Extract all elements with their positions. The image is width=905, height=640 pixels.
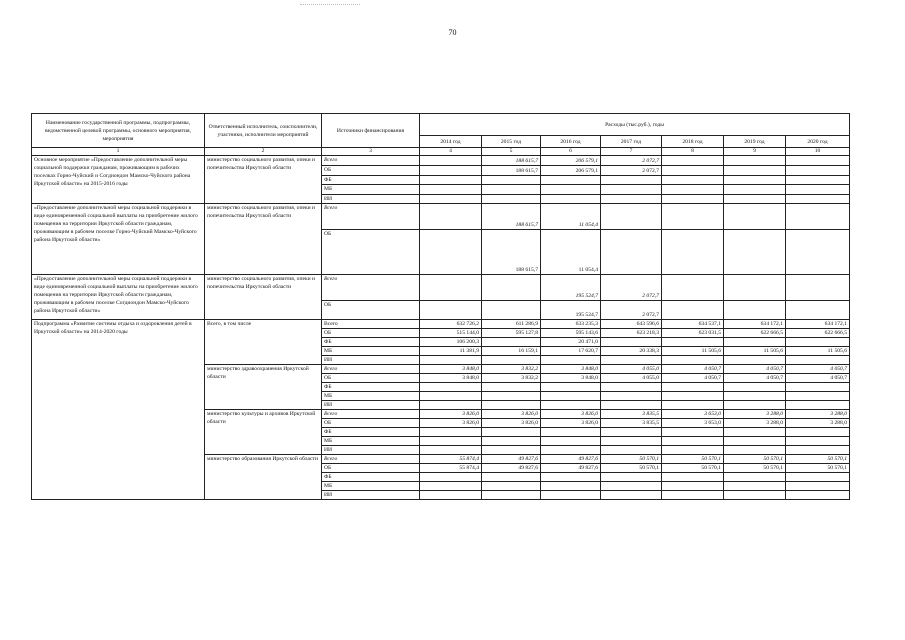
amount-cell xyxy=(482,437,541,446)
amount-cell xyxy=(724,437,786,446)
header-responsible: Ответственный исполнитель, соисполнители, участники, исполнители мероприятий xyxy=(205,114,322,148)
amount-cell xyxy=(601,437,662,446)
amount-cell xyxy=(541,482,601,491)
funding-source-cell: ИИ xyxy=(322,195,420,204)
funding-source-cell: ФБ xyxy=(322,383,420,392)
header-year: 2019 год xyxy=(724,136,786,148)
amount-cell xyxy=(420,301,482,320)
amount-cell xyxy=(662,446,724,455)
amount-cell xyxy=(662,230,724,275)
column-index: 7 xyxy=(601,148,662,156)
amount-cell: 634 537,1 xyxy=(662,320,724,329)
amount-cell xyxy=(420,195,482,204)
funding-source-cell: ФБ xyxy=(322,338,420,347)
amount-cell xyxy=(541,195,601,204)
amount-cell xyxy=(541,176,601,185)
amount-cell xyxy=(482,473,541,482)
amount-cell: 623 218,3 xyxy=(601,329,662,338)
amount-cell xyxy=(786,156,850,166)
funding-source-cell: МБ xyxy=(322,185,420,195)
amount-cell xyxy=(482,401,541,410)
amount-cell: 195 524,7 xyxy=(541,275,601,301)
amount-cell: 3 826,0 xyxy=(541,410,601,419)
amount-cell xyxy=(662,491,724,500)
column-index: 6 xyxy=(541,148,601,156)
amount-cell xyxy=(601,383,662,392)
amount-cell xyxy=(601,428,662,437)
funding-source-cell: ОБ xyxy=(322,166,420,176)
amount-cell: 49 827,6 xyxy=(482,455,541,464)
amount-cell: 50 570,1 xyxy=(662,464,724,473)
amount-cell xyxy=(541,437,601,446)
funding-source-cell: ОБ xyxy=(322,374,420,383)
responsible-cell: Всего, в том числе xyxy=(205,320,322,365)
amount-cell xyxy=(786,356,850,365)
amount-cell xyxy=(662,338,724,347)
funding-source-cell: МБ xyxy=(322,482,420,491)
amount-cell xyxy=(724,401,786,410)
header-year: 2015 год xyxy=(482,136,541,148)
amount-cell: 633 235,3 xyxy=(541,320,601,329)
amount-cell xyxy=(482,301,541,320)
amount-cell: 634 172,1 xyxy=(724,320,786,329)
amount-cell xyxy=(786,482,850,491)
amount-cell xyxy=(541,401,601,410)
amount-cell: 3 826,0 xyxy=(541,419,601,428)
amount-cell xyxy=(786,185,850,195)
program-name-cell: Подпрограмма «Развитие системы отдыха и оздоровления детей в Иркутской области» на 2014-2020 годы xyxy=(32,320,205,500)
amount-cell: 188 615,7 xyxy=(482,204,541,230)
amount-cell: 3 835,5 xyxy=(601,419,662,428)
table-row xyxy=(32,320,850,329)
amount-cell: 50 570,1 xyxy=(724,455,786,464)
amount-cell xyxy=(662,176,724,185)
amount-cell: 11 054,4 xyxy=(541,204,601,230)
amount-cell xyxy=(662,301,724,320)
amount-cell: 3 826,0 xyxy=(420,419,482,428)
amount-cell: 3 288,0 xyxy=(724,410,786,419)
amount-cell xyxy=(482,428,541,437)
amount-cell xyxy=(482,446,541,455)
amount-cell xyxy=(541,446,601,455)
amount-cell xyxy=(662,473,724,482)
amount-cell: 206 579,1 xyxy=(541,166,601,176)
amount-cell xyxy=(482,185,541,195)
amount-cell xyxy=(662,275,724,301)
amount-cell xyxy=(482,482,541,491)
funding-source-cell: ОБ xyxy=(322,329,420,338)
amount-cell xyxy=(662,166,724,176)
amount-cell: 50 570,1 xyxy=(724,464,786,473)
amount-cell: 11 381,9 xyxy=(420,347,482,356)
amount-cell xyxy=(724,356,786,365)
amount-cell: 11 505,6 xyxy=(662,347,724,356)
amount-cell xyxy=(601,195,662,204)
amount-cell xyxy=(724,204,786,230)
amount-cell xyxy=(786,428,850,437)
amount-cell xyxy=(482,392,541,401)
funding-source-cell: ОБ xyxy=(322,301,420,320)
amount-cell xyxy=(541,356,601,365)
amount-cell xyxy=(541,473,601,482)
amount-cell: 623 031,5 xyxy=(662,329,724,338)
amount-cell: 4 050,7 xyxy=(786,374,850,383)
amount-cell: 49 827,6 xyxy=(541,464,601,473)
amount-cell xyxy=(482,338,541,347)
amount-cell xyxy=(420,491,482,500)
amount-cell xyxy=(541,185,601,195)
amount-cell: 188 615,7 xyxy=(482,230,541,275)
amount-cell: 4 055,0 xyxy=(601,374,662,383)
amount-cell xyxy=(724,473,786,482)
amount-cell xyxy=(786,473,850,482)
amount-cell xyxy=(786,338,850,347)
amount-cell xyxy=(420,230,482,275)
amount-cell xyxy=(482,275,541,301)
responsible-cell: министерство здравоохранения Иркутской области xyxy=(205,365,322,410)
amount-cell xyxy=(420,185,482,195)
funding-source-cell: Всего xyxy=(322,156,420,166)
amount-cell xyxy=(724,482,786,491)
amount-cell xyxy=(482,356,541,365)
amount-cell: 11 054,4 xyxy=(541,230,601,275)
amount-cell xyxy=(662,383,724,392)
amount-cell xyxy=(601,401,662,410)
amount-cell xyxy=(482,176,541,185)
amount-cell xyxy=(724,301,786,320)
amount-cell: 50 570,1 xyxy=(786,464,850,473)
amount-cell xyxy=(786,401,850,410)
amount-cell: 2 072,7 xyxy=(601,156,662,166)
amount-cell xyxy=(420,166,482,176)
responsible-cell: министерство социального развития, опеки и попечительства Иркутской области xyxy=(205,204,322,275)
amount-cell: 16 159,1 xyxy=(482,347,541,356)
funding-source-cell: ОБ xyxy=(322,230,420,275)
amount-cell xyxy=(724,176,786,185)
amount-cell xyxy=(724,275,786,301)
amount-cell xyxy=(420,473,482,482)
amount-cell: 106 200,3 xyxy=(420,338,482,347)
amount-cell xyxy=(662,204,724,230)
funding-source-cell: Всего xyxy=(322,275,420,301)
amount-cell xyxy=(601,185,662,195)
amount-cell: 206 579,1 xyxy=(541,156,601,166)
amount-cell xyxy=(786,392,850,401)
amount-cell xyxy=(420,156,482,166)
amount-cell xyxy=(420,437,482,446)
amount-cell: 3 288,0 xyxy=(786,419,850,428)
amount-cell xyxy=(601,446,662,455)
amount-cell xyxy=(662,195,724,204)
amount-cell: 622 666,5 xyxy=(724,329,786,338)
header-year: 2020 год xyxy=(786,136,850,148)
amount-cell: 3 848,0 xyxy=(420,374,482,383)
table-row xyxy=(32,156,850,166)
amount-cell xyxy=(420,446,482,455)
table-row xyxy=(32,275,850,301)
amount-cell xyxy=(601,356,662,365)
header-source: Источники финансирования xyxy=(322,114,420,148)
header-year: 2014 год xyxy=(420,136,482,148)
funding-source-cell: ИИ xyxy=(322,446,420,455)
amount-cell xyxy=(662,482,724,491)
amount-cell: 17 620,7 xyxy=(541,347,601,356)
amount-cell xyxy=(420,176,482,185)
amount-cell xyxy=(786,166,850,176)
amount-cell xyxy=(724,166,786,176)
amount-cell xyxy=(420,356,482,365)
amount-cell xyxy=(724,338,786,347)
amount-cell xyxy=(541,392,601,401)
amount-cell xyxy=(724,446,786,455)
amount-cell: 3 848,0 xyxy=(420,365,482,374)
amount-cell: 11 505,6 xyxy=(724,347,786,356)
header-year: 2018 год xyxy=(662,136,724,148)
funding-source-cell: Всего xyxy=(322,204,420,230)
amount-cell: 3 826,0 xyxy=(420,410,482,419)
program-name-cell: Основное мероприятие «Предоставление дополнительной меры социальной поддержки гражданам, проживающим в рабочих поселках Горно-Чуйский и Согдиондон Мамско-Чуйского района Иркутской области» на 2015-2016 годы xyxy=(32,156,205,204)
amount-cell xyxy=(541,491,601,500)
table-body xyxy=(32,156,850,500)
responsible-cell: министерство культуры и архивов Иркутской области xyxy=(205,410,322,455)
amount-cell: 4 050,7 xyxy=(786,365,850,374)
column-index: 9 xyxy=(724,148,786,156)
column-index: 10 xyxy=(786,148,850,156)
amount-cell: 595 127,8 xyxy=(482,329,541,338)
amount-cell xyxy=(601,176,662,185)
funding-source-cell: ФБ xyxy=(322,428,420,437)
amount-cell xyxy=(724,491,786,500)
column-index: 8 xyxy=(662,148,724,156)
amount-cell: 515 144,0 xyxy=(420,329,482,338)
page-number: 70 xyxy=(448,28,457,37)
table-row xyxy=(32,204,850,230)
amount-cell: 3 848,0 xyxy=(541,374,601,383)
funding-source-cell: ИИ xyxy=(322,401,420,410)
funding-source-cell: ОБ xyxy=(322,464,420,473)
amount-cell xyxy=(601,338,662,347)
amount-cell: 2 072,7 xyxy=(601,166,662,176)
amount-cell xyxy=(662,428,724,437)
amount-cell xyxy=(601,491,662,500)
amount-cell xyxy=(482,491,541,500)
amount-cell: 595 143,6 xyxy=(541,329,601,338)
amount-cell: 2 072,7 xyxy=(601,301,662,320)
amount-cell: 611 286,9 xyxy=(482,320,541,329)
amount-cell xyxy=(601,392,662,401)
amount-cell xyxy=(724,428,786,437)
amount-cell: 3 826,0 xyxy=(482,410,541,419)
amount-cell: 11 505,6 xyxy=(786,347,850,356)
column-index: 2 xyxy=(205,148,322,156)
amount-cell xyxy=(420,401,482,410)
column-index: 5 xyxy=(482,148,541,156)
amount-cell: 55 874,4 xyxy=(420,455,482,464)
amount-cell xyxy=(662,401,724,410)
amount-cell xyxy=(662,185,724,195)
amount-cell: 4 050,7 xyxy=(724,374,786,383)
amount-cell xyxy=(724,156,786,166)
funding-source-cell: МБ xyxy=(322,437,420,446)
amount-cell xyxy=(786,446,850,455)
amount-cell: 50 570,1 xyxy=(601,464,662,473)
amount-cell xyxy=(541,383,601,392)
amount-cell xyxy=(786,383,850,392)
amount-cell: 4 055,0 xyxy=(601,365,662,374)
amount-cell: 3 832,2 xyxy=(482,365,541,374)
amount-cell: 3 826,0 xyxy=(482,419,541,428)
amount-cell xyxy=(601,482,662,491)
amount-cell: 2 072,7 xyxy=(601,275,662,301)
funding-source-cell: ИИ xyxy=(322,356,420,365)
amount-cell: 49 827,6 xyxy=(541,455,601,464)
funding-source-cell: Всего xyxy=(322,455,420,464)
amount-cell: 3 288,0 xyxy=(724,419,786,428)
amount-cell: 4 050,7 xyxy=(662,374,724,383)
amount-cell xyxy=(420,383,482,392)
amount-cell: 3 848,0 xyxy=(541,365,601,374)
amount-cell: 3 653,0 xyxy=(662,410,724,419)
amount-cell xyxy=(662,156,724,166)
amount-cell: 188 615,7 xyxy=(482,156,541,166)
amount-cell xyxy=(724,185,786,195)
amount-cell xyxy=(662,356,724,365)
program-name-cell: «Предоставление дополнительной меры социальной поддержки в виде единовременной социальной выплаты на приобретение жилого помещения на территории Иркутской области гражданам, проживающим в рабочем поселке Согдиондон Мамско-Чуйского района Иркутской области» xyxy=(32,275,205,320)
amount-cell: 4 050,7 xyxy=(662,365,724,374)
responsible-cell: министерство социального развития, опеки и попечительства Иркутской области xyxy=(205,156,322,204)
funding-source-cell: ОБ xyxy=(322,419,420,428)
amount-cell: 50 570,1 xyxy=(786,455,850,464)
amount-cell xyxy=(420,204,482,230)
amount-cell: 20 471,0 xyxy=(541,338,601,347)
funding-source-cell: Всего xyxy=(322,320,420,329)
responsible-cell: министерство образования Иркутской области xyxy=(205,455,322,500)
amount-cell xyxy=(724,195,786,204)
header-name: Наименование государственной программы, подпрограммы, ведомственной целевой программы, основного мероприятия, мероприятия xyxy=(32,114,205,148)
amount-cell xyxy=(601,204,662,230)
amount-cell: 632 726,2 xyxy=(420,320,482,329)
amount-cell xyxy=(724,383,786,392)
amount-cell xyxy=(786,230,850,275)
funding-source-cell: Всего xyxy=(322,365,420,374)
amount-cell: 20 338,3 xyxy=(601,347,662,356)
amount-cell: 50 570,1 xyxy=(662,455,724,464)
header-year: 2016 год xyxy=(541,136,601,148)
funding-source-cell: МБ xyxy=(322,347,420,356)
amount-cell xyxy=(786,437,850,446)
amount-cell xyxy=(482,195,541,204)
amount-cell: 3 835,5 xyxy=(601,410,662,419)
amount-cell xyxy=(420,428,482,437)
amount-cell xyxy=(786,275,850,301)
funding-source-cell: ФБ xyxy=(322,176,420,185)
funding-source-cell: МБ xyxy=(322,392,420,401)
header-expenses: Расходы (тыс.руб.), годы xyxy=(420,114,850,136)
amount-cell xyxy=(420,392,482,401)
column-index: 3 xyxy=(322,148,420,156)
amount-cell xyxy=(786,491,850,500)
amount-cell: 3 653,0 xyxy=(662,419,724,428)
amount-cell xyxy=(420,482,482,491)
funding-source-cell: ИИ xyxy=(322,491,420,500)
program-name-cell: «Предоставление дополнительной меры социальной поддержки в виде единовременной социальной выплаты на приобретение жилого помещения на территории Иркутской области гражданам, проживающим в рабочем поселке Горно-Чуйский Мамско-Чуйского района Иркутской области» xyxy=(32,204,205,275)
amount-cell: 4 050,7 xyxy=(724,365,786,374)
scan-artifact xyxy=(300,4,360,5)
amount-cell: 622 666,5 xyxy=(786,329,850,338)
amount-cell xyxy=(786,301,850,320)
amount-cell: 195 524,7 xyxy=(541,301,601,320)
amount-cell xyxy=(786,204,850,230)
column-index: 1 xyxy=(32,148,205,156)
amount-cell: 634 172,1 xyxy=(786,320,850,329)
amount-cell xyxy=(786,176,850,185)
amount-cell: 188 615,7 xyxy=(482,166,541,176)
amount-cell xyxy=(420,275,482,301)
budget-table xyxy=(31,113,850,500)
amount-cell: 643 596,6 xyxy=(601,320,662,329)
amount-cell: 3 832,2 xyxy=(482,374,541,383)
funding-source-cell: Всего xyxy=(322,410,420,419)
header-year: 2017 год xyxy=(601,136,662,148)
amount-cell xyxy=(541,428,601,437)
funding-source-cell: ФБ xyxy=(322,473,420,482)
amount-cell xyxy=(601,230,662,275)
column-index: 4 xyxy=(420,148,482,156)
amount-cell: 3 288,0 xyxy=(786,410,850,419)
amount-cell xyxy=(724,230,786,275)
amount-cell xyxy=(786,195,850,204)
amount-cell xyxy=(662,437,724,446)
amount-cell xyxy=(662,392,724,401)
amount-cell: 50 570,1 xyxy=(601,455,662,464)
amount-cell: 49 827,6 xyxy=(482,464,541,473)
amount-cell xyxy=(482,383,541,392)
amount-cell: 55 874,4 xyxy=(420,464,482,473)
amount-cell xyxy=(724,392,786,401)
responsible-cell: министерство социального развития, опеки и попечительства Иркутской области xyxy=(205,275,322,320)
amount-cell xyxy=(601,473,662,482)
